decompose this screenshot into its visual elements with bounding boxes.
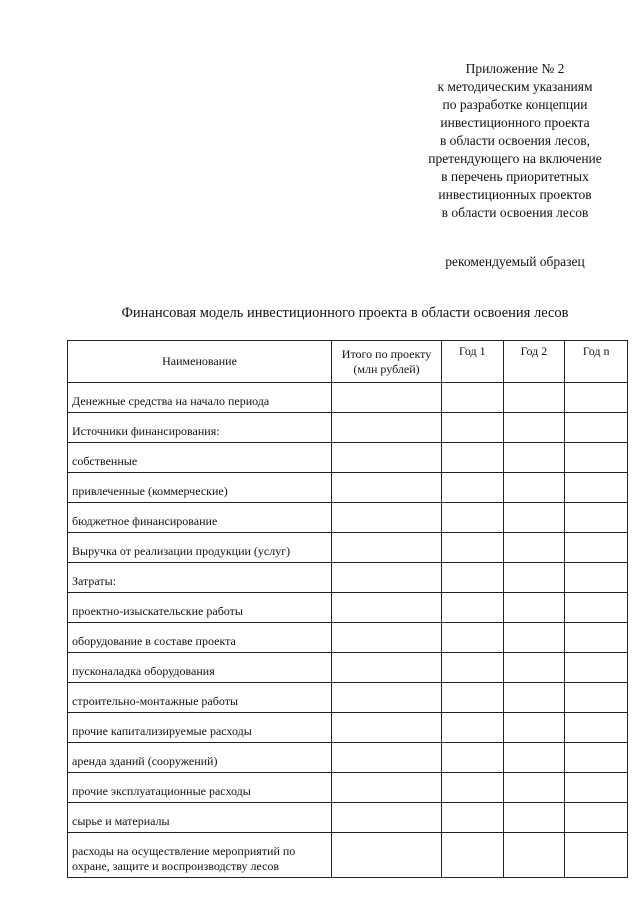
cell-total: [332, 443, 442, 473]
cell-year-1: [442, 413, 504, 443]
row-label: пусконаладка оборудования: [68, 653, 332, 683]
cell-year-1: [442, 443, 504, 473]
financial-model-table: [67, 340, 628, 878]
table-row: [68, 713, 628, 743]
row-label: Затраты:: [68, 563, 332, 593]
appendix-line: Приложение № 2: [465, 61, 565, 76]
cell-total: [332, 413, 442, 443]
cell-total: [332, 503, 442, 533]
table-row: [68, 593, 628, 623]
row-label: собственные: [68, 443, 332, 473]
row-label: аренда зданий (сооружений): [68, 743, 332, 773]
table-row: [68, 533, 628, 563]
cell-year-2: [503, 743, 565, 773]
header-year-2: Год 2: [503, 341, 565, 383]
row-label: строительно-монтажные работы: [68, 683, 332, 713]
row-label: оборудование в составе проекта: [68, 623, 332, 653]
table-row: [68, 563, 628, 593]
cell-year-2: [503, 773, 565, 803]
cell-year-n: [565, 563, 628, 593]
cell-year-1: [442, 503, 504, 533]
table-row: [68, 773, 628, 803]
cell-total: [332, 803, 442, 833]
cell-year-n: [565, 383, 628, 413]
cell-year-2: [503, 593, 565, 623]
cell-year-n: [565, 683, 628, 713]
cell-year-n: [565, 743, 628, 773]
cell-year-2: [503, 623, 565, 653]
cell-year-n: [565, 623, 628, 653]
cell-year-2: [503, 533, 565, 563]
row-label: Источники финансирования:: [68, 413, 332, 443]
appendix-line: претендующего на включение: [428, 151, 602, 166]
table-row: [68, 503, 628, 533]
table-row: [68, 743, 628, 773]
appendix-line: инвестиционных проектов: [438, 187, 592, 202]
table-row: [68, 833, 628, 878]
cell-total: [332, 773, 442, 803]
header-year-1: Год 1: [442, 341, 504, 383]
appendix-line: по разработке концепции: [442, 97, 588, 112]
cell-year-1: [442, 743, 504, 773]
cell-year-n: [565, 713, 628, 743]
cell-year-1: [442, 563, 504, 593]
table-row: [68, 473, 628, 503]
cell-year-2: [503, 473, 565, 503]
row-label: расходы на осуществление мероприятий по охране, защите и воспроизводству лесов: [68, 833, 332, 878]
appendix-line: к методическим указаниям: [437, 79, 593, 94]
cell-total: [332, 683, 442, 713]
row-label: проектно-изыскательские работы: [68, 593, 332, 623]
cell-total: [332, 653, 442, 683]
row-label: прочие капитализируемые расходы: [68, 713, 332, 743]
table-row: [68, 623, 628, 653]
table-row: [68, 413, 628, 443]
appendix-line: в области освоения лесов: [441, 205, 589, 220]
cell-year-2: [503, 803, 565, 833]
cell-total: [332, 743, 442, 773]
cell-total: [332, 593, 442, 623]
row-label: прочие эксплуатационные расходы: [68, 773, 332, 803]
cell-year-n: [565, 533, 628, 563]
appendix-line: инвестиционного проекта: [440, 115, 590, 130]
cell-year-1: [442, 773, 504, 803]
cell-year-1: [442, 533, 504, 563]
cell-year-1: [442, 683, 504, 713]
cell-year-2: [503, 383, 565, 413]
cell-year-1: [442, 593, 504, 623]
row-label: бюджетное финансирование: [68, 503, 332, 533]
cell-year-n: [565, 773, 628, 803]
cell-year-2: [503, 413, 565, 443]
row-label: Денежные средства на начало периода: [68, 383, 332, 413]
cell-total: [332, 383, 442, 413]
cell-year-n: [565, 443, 628, 473]
document-title: Финансовая модель инвестиционного проекта в области освоения лесов: [121, 305, 569, 321]
cell-year-1: [442, 713, 504, 743]
cell-year-2: [503, 443, 565, 473]
cell-year-n: [565, 653, 628, 683]
table-row: [68, 383, 628, 413]
cell-year-2: [503, 713, 565, 743]
cell-total: [332, 563, 442, 593]
appendix-line: в области освоения лесов,: [439, 133, 591, 148]
row-label: сырье и материалы: [68, 803, 332, 833]
sample-label: рекомендуемый образец: [445, 254, 585, 269]
cell-year-2: [503, 833, 565, 878]
cell-year-n: [565, 833, 628, 878]
header-year-n: Год n: [565, 341, 628, 383]
table-row: [68, 803, 628, 833]
cell-year-2: [503, 503, 565, 533]
cell-total: [332, 623, 442, 653]
header-total: Итого по проекту (млн рублей): [332, 341, 442, 383]
cell-total: [332, 713, 442, 743]
cell-year-1: [442, 833, 504, 878]
table-row: [68, 443, 628, 473]
row-label: Выручка от реализации продукции (услуг): [68, 533, 332, 563]
cell-year-n: [565, 413, 628, 443]
cell-total: [332, 833, 442, 878]
table-row: [68, 683, 628, 713]
table-row: [68, 653, 628, 683]
table-header-row: [68, 341, 628, 383]
cell-year-2: [503, 563, 565, 593]
cell-year-1: [442, 623, 504, 653]
appendix-line: в перечень приоритетных: [441, 169, 589, 184]
cell-total: [332, 473, 442, 503]
cell-year-n: [565, 503, 628, 533]
header-name: Наименование: [68, 341, 332, 383]
cell-year-2: [503, 683, 565, 713]
cell-total: [332, 533, 442, 563]
appendix-header: [410, 60, 620, 222]
cell-year-1: [442, 653, 504, 683]
row-label: привлеченные (коммерческие): [68, 473, 332, 503]
cell-year-n: [565, 803, 628, 833]
cell-year-1: [442, 803, 504, 833]
cell-year-1: [442, 383, 504, 413]
cell-year-n: [565, 473, 628, 503]
cell-year-n: [565, 593, 628, 623]
cell-year-2: [503, 653, 565, 683]
cell-year-1: [442, 473, 504, 503]
